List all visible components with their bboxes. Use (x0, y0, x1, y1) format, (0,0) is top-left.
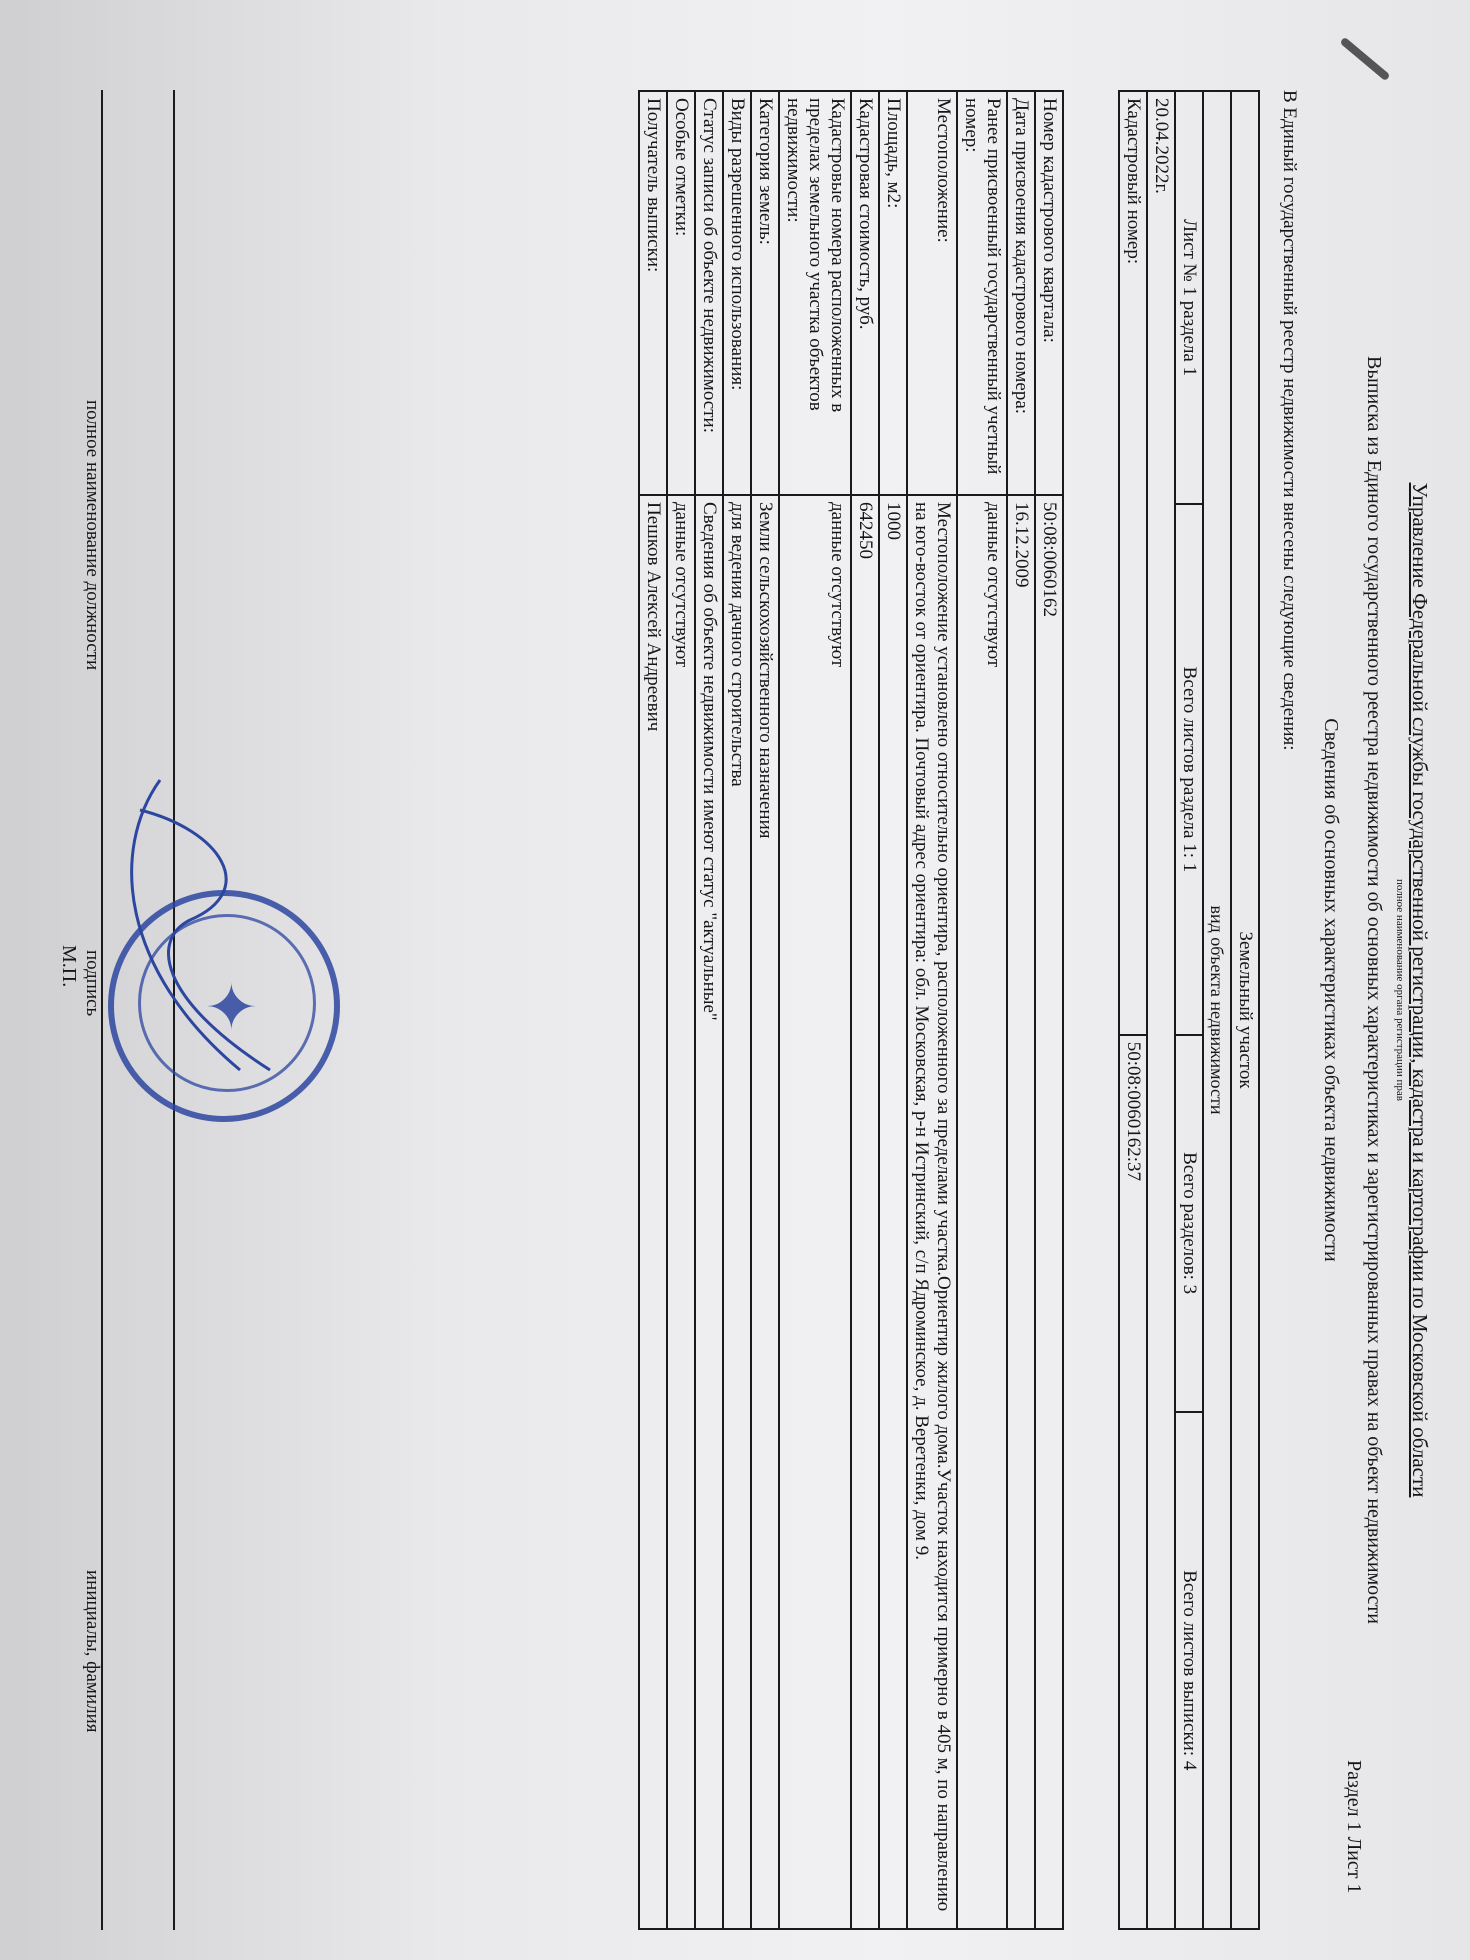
row-label: Кадастровая стоимость, руб. (851, 91, 879, 495)
row-value: данные отсутствуют (957, 495, 1007, 1929)
row-value: Местоположение установлено относительно ориентира, расположенного за пределами участка.Ориентир жилого дома.Участок находится примерно в 405 м, по направлению на юго-восток от ориентира. Почтовый адрес ориентира: обл. Московская, р-н Истринский, с/п Ядроминское, д. Веретенки, дом 9. (907, 495, 957, 1929)
sheet-number: Лист № 1 раздела 1 (1175, 91, 1203, 504)
sheets-total: Всего листов выписки: 4 (1175, 1412, 1203, 1929)
row-label: Площадь, м2: (879, 91, 907, 495)
table-row (779, 91, 851, 1929)
header-table (1118, 90, 1260, 1930)
document-subtitle: Сведения об основных характеристиках объекта недвижимости (1320, 718, 1342, 1262)
table-row (723, 91, 751, 1929)
row-value: 642450 (851, 495, 879, 1929)
table-row (751, 91, 779, 1929)
row-label: Виды разрешенного использования: (723, 91, 751, 495)
object-type-caption: вид объекта недвижимости (1203, 91, 1231, 1929)
name-caption: инициалы, фамилия (82, 1570, 103, 1733)
table-row (907, 91, 957, 1929)
table-row (1035, 91, 1063, 1929)
official-seal (108, 890, 340, 1122)
cadastral-label: Кадастровый номер: (1119, 91, 1147, 1035)
organization-name: Управление Федеральной службы государственной регистрации, кадастра и картографии по Московской области (1408, 482, 1432, 1498)
table-row (879, 91, 907, 1929)
section-label: Раздел 1 Лист 1 (1343, 1760, 1365, 1894)
row-value: 50:08:0060162 (1035, 495, 1063, 1929)
table-row (1007, 91, 1035, 1929)
sections-total: Всего разделов: 3 (1175, 1035, 1203, 1412)
row-label: Статус записи об объекте недвижимости: (695, 91, 723, 495)
coat-of-arms-icon: ✦ (194, 979, 265, 1033)
row-label: Кадастровые номера расположенных в пределах земельного участка объектов недвижимости: (779, 91, 851, 495)
seal-place-label: М.П. (58, 945, 80, 988)
position-caption: полное наименование должности (82, 400, 103, 671)
row-value: для ведения дачного строительства (723, 495, 751, 1929)
row-label: Дата присвоения кадастрового номера: (1007, 91, 1035, 495)
row-label: Особые отметки: (667, 91, 695, 495)
table-row (851, 91, 879, 1929)
object-type: Земельный участок (1231, 91, 1259, 1929)
table-row (957, 91, 1007, 1929)
row-value: 1000 (879, 495, 907, 1929)
row-value: Пешков Алексей Андреевич (639, 495, 667, 1929)
row-label: Местоположение: (907, 91, 957, 495)
row-value: данные отсутствуют (779, 495, 851, 1929)
sign-caption: подпись (82, 950, 103, 1017)
table-row (695, 91, 723, 1929)
sheets-in-section: Всего листов раздела 1: 1 (1175, 504, 1203, 1035)
row-label: Получатель выписки: (639, 91, 667, 495)
row-label: Категория земель: (751, 91, 779, 495)
table-row (639, 91, 667, 1929)
row-value: Земли сельскохозяйственного назначения (751, 495, 779, 1929)
intro-text: В Единый государственный реестр недвижимости внесены следующие сведения: (1279, 90, 1300, 751)
document-title: Выписка из Единого государственного реестра недвижимости об основных характеристиках и зарегистрированных правах на объект недвижимости (1363, 355, 1385, 1624)
row-label: Номер кадастрового квартала: (1035, 91, 1063, 495)
row-label: Ранее присвоенный государственный учетный номер: (957, 91, 1007, 495)
row-value: данные отсутствуют (667, 495, 695, 1929)
extract-date: 20.04.2022г. (1147, 91, 1175, 1929)
organization-caption: полное наименование органа регистрации прав (1394, 879, 1406, 1101)
cadastral-value: 50:08:0060162:37 (1119, 1035, 1147, 1929)
table-row (667, 91, 695, 1929)
row-value: 16.12.2009 (1007, 495, 1035, 1929)
characteristics-table (638, 90, 1064, 1930)
row-value: Сведения об объекте недвижимости имеют статус "актуальные" (695, 495, 723, 1929)
